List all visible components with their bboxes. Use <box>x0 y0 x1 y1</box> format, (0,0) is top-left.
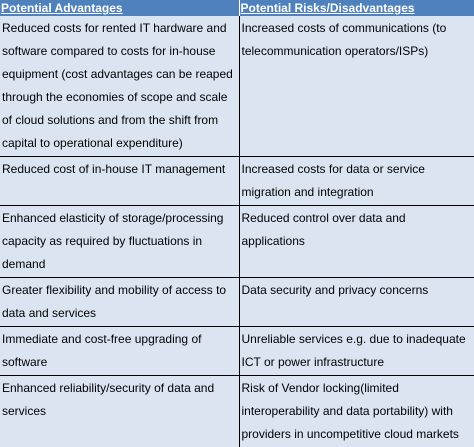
risk-cell: Data security and privacy concerns <box>239 278 474 327</box>
table-row <box>0 278 474 327</box>
advantage-cell: Greater flexibility and mobility of access to data and services <box>0 278 239 327</box>
risk-cell: Reduced control over data and applications <box>239 206 474 278</box>
risk-cell: Unreliable services e.g. due to inadequate ICT or power infrastructure <box>239 327 474 376</box>
table-row <box>0 157 474 206</box>
header-advantages: Potential Advantages <box>0 0 239 16</box>
table-row <box>0 206 474 278</box>
table-header-row <box>0 0 474 16</box>
advantage-cell: Enhanced reliability/security of data and services <box>0 376 239 447</box>
header-risks: Potential Risks/Disadvantages <box>239 0 474 16</box>
risk-cell: Increased costs of communications (to telecommunication operators/ISPs) <box>239 16 474 157</box>
advantage-cell: Reduced costs for rented IT hardware and software compared to costs for in-house equipment (cost advantages can be reaped through the economies of scope and scale of cloud solutions and from the shift from capital to operational expenditure) <box>0 16 239 157</box>
table-row <box>0 327 474 376</box>
advantage-cell: Reduced cost of in-house IT management <box>0 157 239 206</box>
table-row <box>0 16 474 157</box>
table-row <box>0 376 474 447</box>
risk-cell: Increased costs for data or service migration and integration <box>239 157 474 206</box>
advantage-cell: Enhanced elasticity of storage/processing capacity as required by fluctuations in demand <box>0 206 239 278</box>
risk-cell: Risk of Vendor locking(limited interoperability and data portability) with providers in uncompetitive cloud markets <box>239 376 474 447</box>
advantage-cell: Immediate and cost-free upgrading of software <box>0 327 239 376</box>
